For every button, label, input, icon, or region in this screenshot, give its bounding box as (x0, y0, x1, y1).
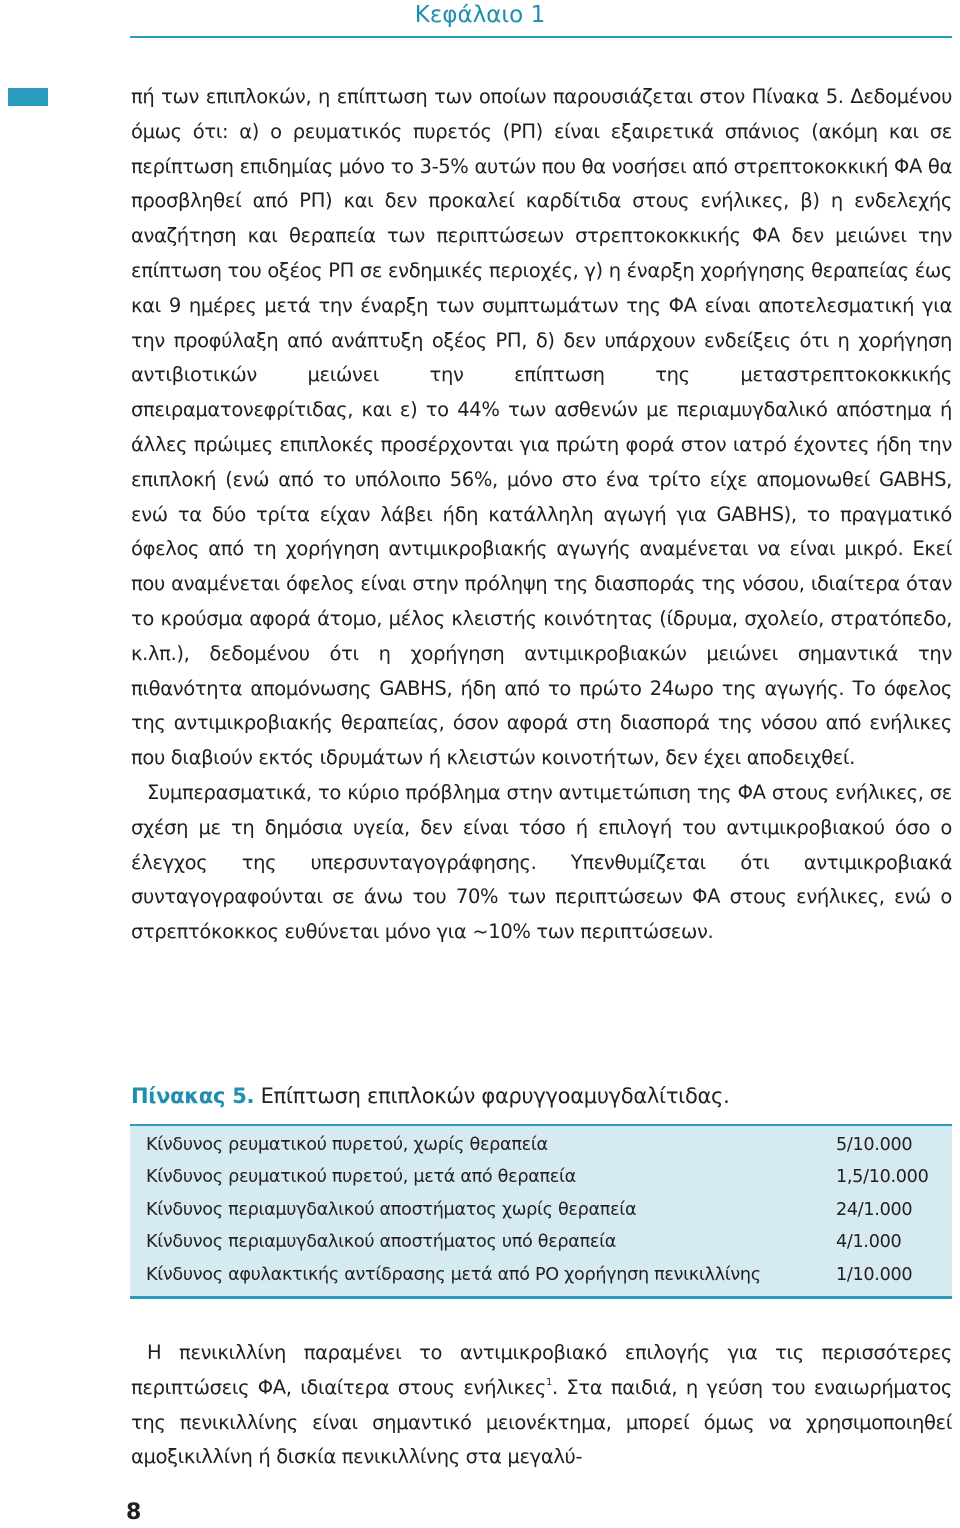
chapter-side-tab (8, 88, 48, 106)
table-cell-incidence: 4/1.000 (836, 1232, 902, 1253)
paragraph-conclusion: Συμπερασματικά, το κύριο πρόβλημα στην αντιμετώπιση της ΦΑ στους ενήλικες, σε σχέση με τη δημόσια υγεία, δεν είναι τόσο ή επιλογή του αντιμικροβιακού όσο ο έλεγχος της υπερσυνταγογράφησης. Υπενθυμίζεται ότι αντιμικροβιακά συνταγογραφούνται σε άνω του 70% των περιπτώσεων ΦΑ στους ενήλικες, ενώ ο στρεπτόκοκκος ευθύνεται μόνο για ~10% των περιπτώσεων. (131, 780, 952, 944)
table-row (146, 1129, 936, 1161)
complications-table (130, 1124, 952, 1299)
table-cell-incidence: 24/1.000 (836, 1199, 913, 1220)
header-divider (130, 36, 952, 38)
paragraph-penicillin (131, 1336, 952, 1475)
table-row (146, 1161, 936, 1193)
paragraph-complications: πή των επιπλοκών, η επίπτωση των οποίων παρουσιάζεται στον Πίνακα 5. Δεδομένου όμως ότι: α) ο ρευματικός πυρετός (ΡΠ) είναι εξαιρετικά σπάνιος (ακόμη και σε περίπτωση επιδημίας μόνο το 3-5% αυτών που θα νοσήσει από στρεπτοκοκκική ΦΑ θα προσβληθεί από ΡΠ) και δεν προκαλεί καρδίτιδα στους ενήλικες, β) η ενδελεχής αναζήτηση και θεραπεία των περιπτώσεων στρεπτοκοκκικής ΦΑ δεν μειώνει την επίπτωση του οξέος ΡΠ σε ενδημικές περιοχές, γ) η έναρξη χορήγησης θεραπείας έως και 9 ημέρες μετά την έναρξη των συμπτωμάτων της ΦΑ είναι αποτελεσματική για την προφύλαξη από ανάπτυξη οξέος ΡΠ, δ) δεν υπάρχουν ενδείξεις ότι η χορήγηση αντιβιοτικών μειώνει την επίπτωση της μεταστρεπτοκοκκικής σπειραματονεφρίτιδας, και ε) το 44% των ασθενών με περιαμυγδαλικό απόστημα ή άλλες πρώιμες επιπλοκές προσέρχονται για πρώτη φορά στον ιατρό έχοντες ήδη την επιπλοκή (ενώ από το υπόλοιπο 56%, μόνο στο ένα τρίτο είχε απομονωθεί GABHS, ενώ τα δύο τρίτα είχαν λάβει ήδη κατάλληλη αγωγή για GABHS), το πραγματικό όφελος από τη χορήγηση αντιμικροβιακής αγωγής αναμένεται να είναι μικρό. Εκεί που αναμένεται όφελος είναι στην πρόληψη της διασποράς της νόσου, ιδιαίτερα όταν το κρούσμα αφορά άτομο, μέλος κλειστής κοινότητας (ίδρυμα, σχολείο, στρατόπεδο, κ.λπ.), δεδομένου ότι η χορήγηση αντιμικροβιακών μειώνει σημαντικά την πιθανότητα απομόνωσης GABHS, ήδη από το πρώτο 24ωρο της αγωγής. Το όφελος της αντιμικροβιακής θεραπείας, όσον αφορά στη διασπορά της νόσου από ενήλικες που διαβιούν εκτός ιδρυμάτων ή κλειστών κοινοτήτων, δεν έχει αποδειχθεί. (131, 85, 952, 770)
body-text-top (131, 80, 952, 950)
table-cell-risk: Κίνδυνος ρευματικού πυρετού, μετά από θεραπεία (146, 1167, 576, 1188)
table-caption-label: Πίνακας 5. (131, 1084, 255, 1108)
table-caption-text: Επίπτωση επιπλοκών φαρυγγοαμυγδαλίτιδας. (254, 1084, 730, 1108)
table-cell-incidence: 1,5/10.000 (836, 1167, 929, 1188)
reference-marker: 1 (545, 1376, 552, 1388)
chapter-title: Κεφάλαιο 1 (414, 2, 546, 28)
table-cell-incidence: 1/10.000 (836, 1264, 913, 1285)
table-cell-risk: Κίνδυνος ρευματικού πυρετού, χωρίς θεραπεία (146, 1135, 548, 1155)
table-cell-risk: Κίνδυνος περιαμυγδαλικού αποστήματος υπό θεραπεία (146, 1232, 617, 1253)
table-cell-risk: Κίνδυνος περιαμυγδαλικού αποστήματος χωρίς θεραπεία (146, 1199, 637, 1220)
table-cell-risk: Κίνδυνος αφυλακτικής αντίδρασης μετά από ΡΟ χορήγηση πενικιλλίνης (146, 1264, 761, 1285)
paragraph-penicillin-start: Η πενικιλλίνη παραμένει το αντιμικροβιακό επιλογής για τις περισσότερες περιπτώσεις ΦΑ, ιδιαίτερα στους ενήλικες (131, 1341, 952, 1399)
table-caption (131, 1080, 952, 1112)
page-number: 8 (126, 1500, 142, 1525)
paragraph-penicillin-end: . Στα παιδιά, η γεύση του εναιωρήματος της πενικιλλίνης είναι σημαντικό μειονέκτημα, μπορεί όμως να χρησιμοποιηθεί αμοξικιλλίνη ή δισκία πενικιλλίνης στα μεγαλύ- (131, 1375, 953, 1469)
table-row (146, 1194, 936, 1226)
table-cell-incidence: 5/10.000 (836, 1135, 913, 1155)
table-row (146, 1259, 936, 1291)
table-row (146, 1226, 936, 1258)
body-text-bottom (131, 1336, 952, 1475)
